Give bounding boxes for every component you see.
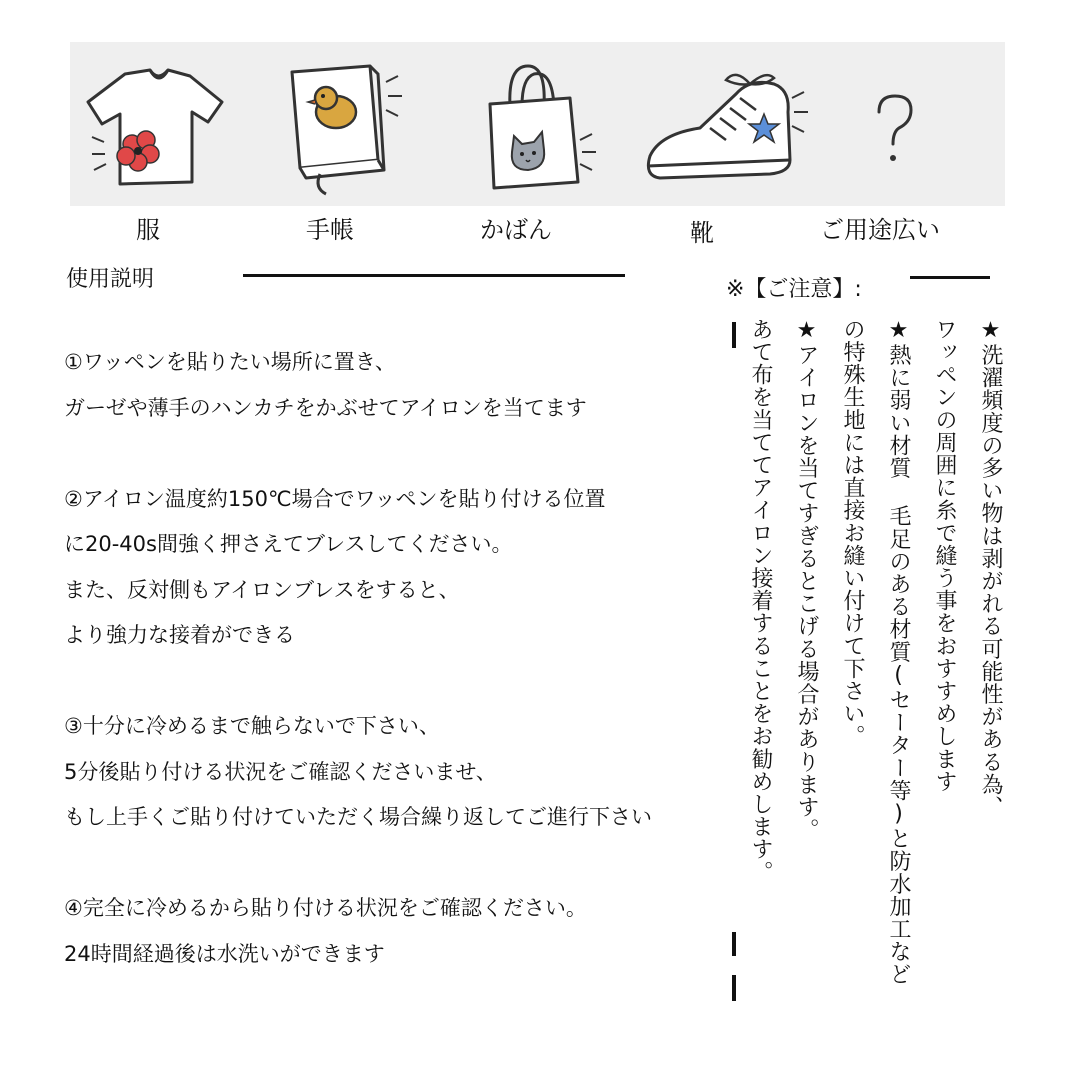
step-4 [64, 886, 724, 977]
step-line: 24時間経過後は水洗いができます [64, 941, 385, 966]
step-line: より強力な接着ができる [64, 623, 295, 647]
tshirt-icon [80, 62, 230, 197]
caution-column-1: ★洗濯頻度の多い物は剥がれる可能性がある為、 [978, 318, 1003, 819]
tote-bag-icon [470, 52, 610, 202]
usage-title-rule [243, 274, 625, 277]
divider-dash [732, 932, 736, 956]
step-line: ガーゼや薄手のハンカチをかぶせてアイロンを当てます [64, 395, 587, 420]
category-banner [70, 42, 1005, 206]
caution-column-2: ワッペンの周囲に糸で縫う事をおすすめします [932, 318, 957, 793]
step-line: ①ワッペンを貼りたい場所に置き、 [64, 350, 396, 374]
caution-column-5: ★アイロンを当てすぎるとこげる場合があります。 [794, 318, 819, 841]
caution-title-rule [910, 276, 990, 279]
category-label-clothes: 服 [136, 216, 160, 244]
category-label-bag: かばん [480, 216, 552, 244]
divider-dash [732, 322, 736, 348]
question-mark-icon [865, 90, 925, 180]
caution-title: ※【ご注意】: [726, 277, 862, 302]
step-1 [64, 340, 724, 431]
step-line: に20-40s間強く押さえてブレスしてください。 [64, 532, 513, 556]
step-2 [64, 477, 724, 659]
usage-title: 使用説明 [66, 267, 155, 292]
step-line: ③十分に冷めるまで触らないで下さい、 [64, 714, 440, 738]
divider-dash [732, 975, 736, 1001]
caution-column-3: ★熱に弱い材質 毛足のある材質(セーター等)と防水加工など [886, 318, 911, 986]
step-line: 5分後貼り付ける状況をご確認くださいませ、 [64, 759, 497, 784]
notebook-icon [280, 60, 420, 200]
step-line: ②アイロン温度約150℃場合でワッペンを貼り付ける位置 [64, 486, 606, 511]
usage-instructions [64, 340, 724, 977]
step-3 [64, 704, 724, 841]
category-label-various: ご用途広い [820, 216, 940, 244]
caution-column-4: の特殊生地には直接お縫い付けて下さい。 [840, 318, 865, 748]
caution-column-6: あて布を当ててアイロン接着することをお勧めします。 [748, 318, 773, 883]
step-line: ④完全に冷めるから貼り付ける状況をご確認ください。 [64, 896, 587, 920]
category-label-shoes: 靴 [690, 219, 714, 247]
sneaker-icon [640, 64, 815, 199]
step-line: もし上手くご貼り付けていただく場合繰り返してご進行下さい [64, 805, 652, 829]
step-line: また、反対側もアイロンブレスをすると、 [64, 577, 460, 602]
category-label-notebook: 手帳 [306, 216, 354, 244]
